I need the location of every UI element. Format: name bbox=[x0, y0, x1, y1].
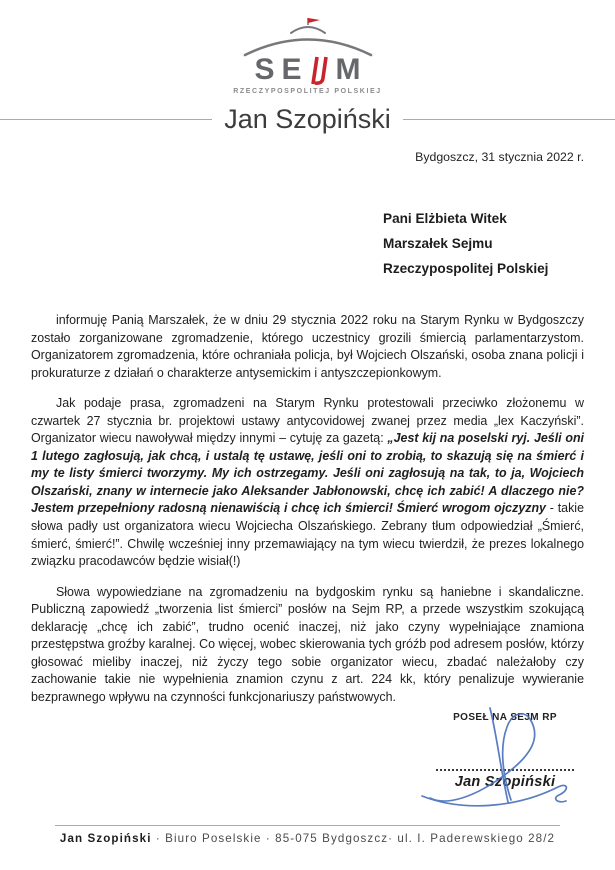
sejm-letter-s: S bbox=[254, 53, 275, 86]
recipient-name: Pani Elżbieta Witek bbox=[383, 211, 507, 226]
paragraph-2-quote: „Jest kij na poselski ryj. Jeśli oni 1 lutego zagłosują, jak chcą, i ustalą tę ustawę, jeśli oni to zrobią, to skazują się na śmierć i my te listy śmierci tworzymy. My ich ostrzegamy. Jeśli oni zagłosują na tak, to ja, Wojciech Olszański, znany w internecie jako Aleksander Jabłonowski, chcę ich zabić! A dlaczego nie? Jestem przepełniony radosną nienawiścią i chcę ich śmierci! Śmierć wrogom ojczyzny bbox=[31, 431, 584, 516]
footer-name: Jan Szopiński bbox=[59, 832, 152, 845]
signature-role: POSEŁ NA SEJM RP bbox=[453, 712, 557, 723]
letter-body bbox=[31, 312, 584, 719]
footer-text bbox=[0, 832, 615, 845]
sejm-dome-icon bbox=[233, 18, 383, 58]
sejm-red-j-icon bbox=[309, 56, 329, 85]
paragraph-2-outro: - takie słowa padły ust organizatora wiecu Wojciecha Olszańskiego. Zebrany tłum odpowiedział „Śmierć, śmierć, śmierć!”. Chwilę wcześniej inny przemawiający na tym wiecu twierdził, że prezes lokalnego związku pracodawców będzie wisiał(!) bbox=[31, 501, 584, 569]
recipient-title: Marszałek Sejmu bbox=[383, 236, 493, 251]
letterhead-rule-right bbox=[403, 119, 615, 120]
logo-subtitle: RZECZYPOSPOLITEJ POLSKIEJ bbox=[233, 88, 382, 95]
sejm-wordmark bbox=[0, 54, 615, 84]
recipient-institution: Rzeczypospolitej Polskiej bbox=[383, 261, 549, 276]
footer bbox=[0, 825, 615, 845]
letterhead-name-band bbox=[0, 104, 615, 135]
paragraph-1: informuję Panią Marszałek, że w dniu 29 stycznia 2022 roku na Starym Rynku w Bydgoszczy zostało zorganizowane zgromadzenie, którego uczestnicy grozili śmiercią parlamentarzystom. Organizatorem zgromadzenia, które ochraniała policja, był Wojciech Olszański, osoba znana policji i prokuraturze z działań o charakterze antysemickim i antyszczepionkowym. bbox=[31, 313, 584, 380]
paragraph-2-intro: Jak podaje prasa, zgromadzeni na Starym Rynku protestowali przeciwko złożonemu w czwartek 27 stycznia br. projektowi ustawy antycovidowej zwanej przez media „lex Kaczyński”. Organizator wiecu nawoływał między innymi – cytuję za gazetą: bbox=[31, 396, 584, 446]
sejm-letter-e: E bbox=[281, 53, 302, 86]
signature-printed-name: Jan Szopiński bbox=[454, 774, 556, 790]
signature-block bbox=[436, 712, 574, 790]
footer-address: · Biuro Poselskie · 85-075 Bydgoszcz· ul. I. Paderewskiego 28/2 bbox=[151, 832, 556, 845]
footer-rule bbox=[55, 825, 560, 826]
date-line: Bydgoszcz, 31 stycznia 2022 r. bbox=[415, 150, 584, 164]
signature-dotted-line bbox=[436, 769, 574, 771]
letterhead-rule-left bbox=[0, 119, 212, 120]
paragraph-3: Słowa wypowiedziane na zgromadzeniu na bydgoskim rynku są haniebne i skandaliczne. Publiczną zapowiedź „tworzenia list śmierci” posłów na Sejm RP, a przede wszystkim szokującą deklarację „chcę ich zabić”, trudno ocenić inaczej, niż jako czyny wypełniające znamiona przestępstwa groźby karalnej. Co więcej, wobec skierowania tych gróźb pod adresem posłów, którzy głosować mieliby inaczej, niż życzy tego sobie organizator wiecu, zbadać należałoby czy zachowanie takie nie wypełnienia znamion czynu z art. 224 kk, który penalizuje wywieranie bezprawnego wpływu na czynności funkcjonariuszy państwowych. bbox=[31, 584, 584, 704]
sejm-letter-m: M bbox=[335, 53, 361, 86]
sejm-logo bbox=[0, 18, 615, 95]
paragraph-2 bbox=[31, 395, 584, 570]
letterhead-name: Jan Szopiński bbox=[224, 104, 391, 134]
recipient-block bbox=[383, 206, 548, 281]
